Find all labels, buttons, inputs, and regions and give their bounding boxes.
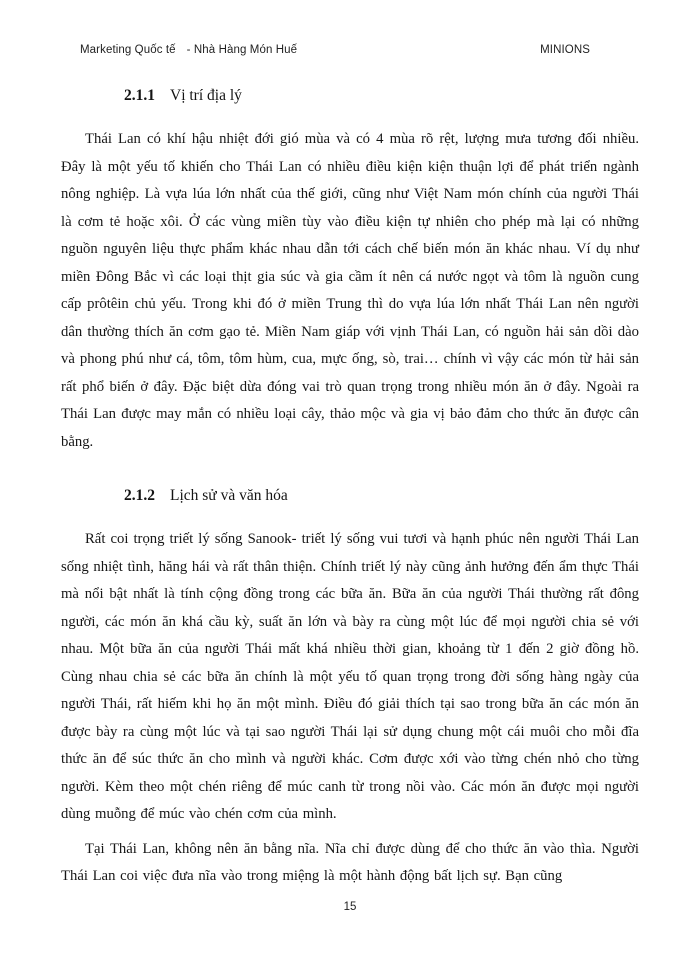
paragraph-fork-etiquette: Tại Thái Lan, không nên ăn bằng nĩa. Nĩa chỉ được dùng để cho thức ăn vào thìa. Người Thái Lan coi việc đưa nĩa vào trong miệng là một hành động bất lịch sự. Bạn cũng	[61, 840, 639, 884]
heading-number: 2.1.1	[124, 87, 155, 104]
header-team-label: MINIONS	[540, 44, 590, 56]
page-header	[61, 44, 639, 56]
heading-number: 2.1.2	[124, 487, 155, 504]
section-heading-history-culture	[124, 487, 639, 505]
section-heading-geography	[124, 87, 639, 105]
page-number: 15	[343, 901, 357, 913]
page-footer	[0, 901, 700, 913]
header-subtitle-label: - Nhà Hàng Món Huế	[186, 44, 298, 56]
heading-title: Vị trí địa lý	[170, 87, 242, 104]
paragraph-geography: Thái Lan có khí hậu nhiệt đới gió mùa và có 4 mùa rõ rệt, lượng mưa tương đối nhiều. Đây là một yếu tố khiến cho Thái Lan có nhiều điều kiện kiện thuận lợi để phát triển ngành nông nghiệp. Là vựa lúa lớn nhất của thế giới, cũng như Việt Nam món chính của người Thái là cơm tẻ hoặc xôi. Ở các vùng miền tùy vào điều kiện tự nhiên cho phép mà lại có những nguồn nguyên liệu thực phẩm khác nhau dẫn tới cách chế biến món ăn khác nhau. Ví dụ như miền Đông Bắc vì các loại thịt gia súc và gia cầm ít nên cá nước ngọt và tôm là nguồn cung cấp prôtêin chủ yếu. Trong khi đó ở miền Trung thì do vựa lúa lớn nhất Thái Lan nên người dân thường thích ăn cơm gạo tẻ. Miền Nam giáp với vịnh Thái Lan, có nguồn hải sản dồi dào và phong phú như cá, tôm, tôm hùm, cua, mực ống, sò, trai… chính vì vậy các món từ hải sản rất phổ biến ở đây. Đặc biệt dừa đóng vai trò quan trọng trong nhiều món ăn ở đây. Ngoài ra Thái Lan được may mắn có nhiều loại cây, thảo mộc và gia vị bảo đảm cho thức ăn được cân bằng.	[61, 131, 639, 450]
paragraph-culture-meals: Rất coi trọng triết lý sống Sanook- triết lý sống vui tươi và hạnh phúc nên người Thái Lan sống nhiệt tình, hăng hái và rất thân thiện. Chính triết lý này cũng ảnh hưởng đến ẩm thực Thái mà nổi bật nhất là tính cộng đồng trong các bữa ăn. Bữa ăn của người Thái thường rất đông người, các món ăn khá cầu kỳ, suất ăn lớn và bày ra cùng một lúc để mọi người chia sẻ với nhau. Một bữa ăn của người Thái mất khá nhiều thời gian, khoảng từ 1 đến 2 giờ đồng hồ. Cùng nhau chia sẻ các bữa ăn chính là một yếu tố quan trọng trong đời sống hàng ngày của người Thái, rất hiếm khi họ ăn một mình. Điều đó giải thích tại sao trong bữa ăn các món ăn được bày ra cùng một lúc và tại sao người Thái lại sử dụng chung một cái muôi cho mỗi đĩa thức ăn để súc thức ăn cho mình và người khác. Cơm được xới vào từng chén nhỏ cho từng người. Kèm theo một chén riêng để múc canh từ trong nồi vào. Các món ăn được mọi người dùng muỗng để múc vào chén cơm của mình.	[61, 531, 639, 822]
heading-title: Lịch sử và văn hóa	[170, 487, 288, 504]
header-course-label: Marketing Quốc tế	[80, 44, 176, 56]
header-left	[61, 44, 297, 56]
header-right	[540, 44, 639, 56]
